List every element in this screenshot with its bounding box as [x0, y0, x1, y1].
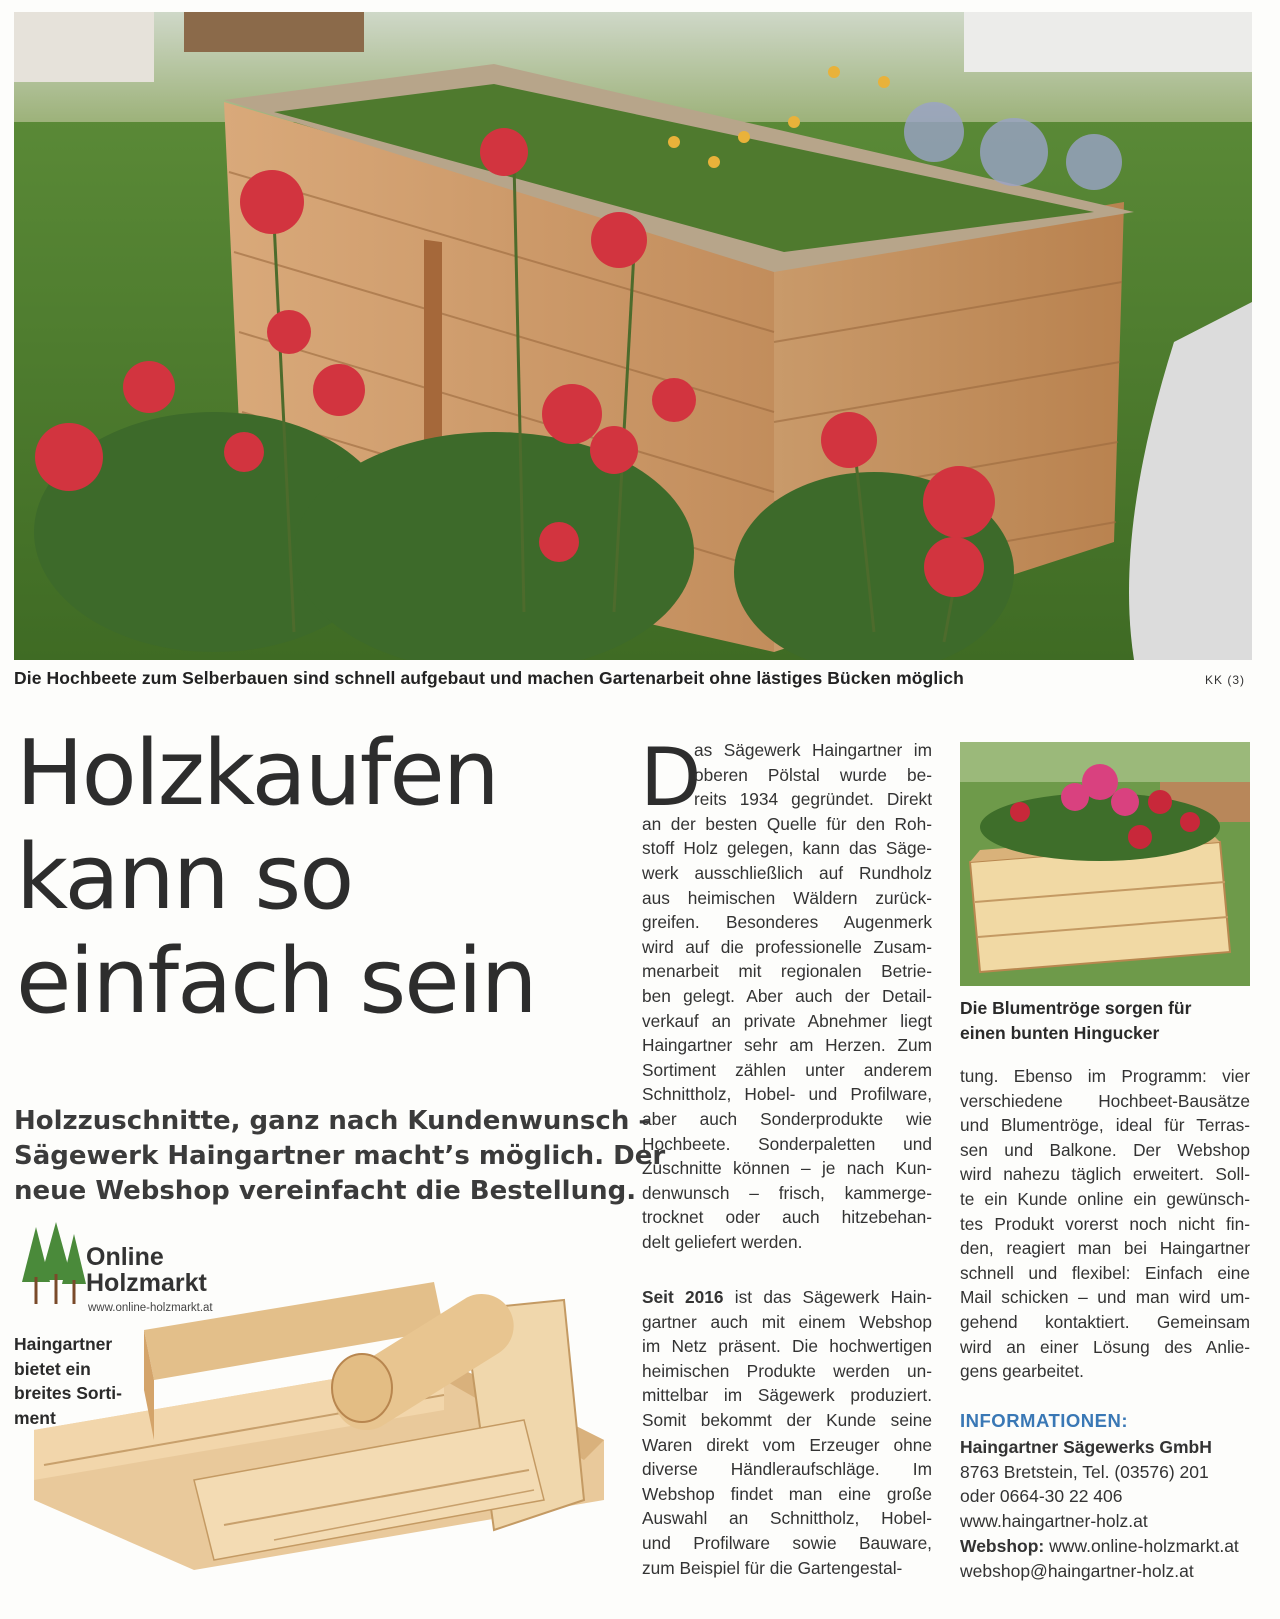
body-line: sen und Balkone. Der Webshop: [960, 1139, 1250, 1160]
body-line: menarbeit mit regionalen Betrie-: [642, 961, 932, 982]
caption-line: einen bunten Hingucker: [960, 1023, 1160, 1043]
lead-line: neue Webshop vereinfacht die Bestellung.: [14, 1176, 637, 1206]
body-line: zum Beispiel für die Gartengestal-: [642, 1557, 903, 1578]
caption-line: Die Blumentröge sorgen für: [960, 998, 1192, 1018]
body-line: gens gearbeitet.: [960, 1361, 1084, 1382]
hero-caption: Die Hochbeete zum Selberbauen sind schnell aufgebaut und machen Gartenarbeit ohne lästiges Bücken möglich: [14, 668, 964, 688]
body-line: Somit bekommt der Kunde seine: [642, 1409, 932, 1430]
body-line: stoff Holz gelegen, kann das Säge-: [642, 838, 932, 859]
body-lead-in: Seit 2016: [642, 1287, 724, 1307]
body-line: reits 1934 gegründet. Direkt: [694, 789, 932, 810]
drop-cap: D: [640, 731, 702, 824]
body-line: wird auf die professionelle Zusam-: [642, 936, 932, 957]
body-line: tes Produkt vorerst noch nicht fin-: [960, 1213, 1250, 1234]
webshop-label: Webshop:: [960, 1535, 1045, 1556]
wood-photo-caption: [14, 1332, 139, 1430]
logo-text: Online: [86, 1243, 164, 1271]
body-line: heimischen Produkte werden un-: [642, 1360, 932, 1381]
body-line: Zuschnitte können – je nach Kun-: [642, 1158, 932, 1179]
body-line: Schnittholz, Hobel- und Profilware,: [642, 1084, 932, 1105]
body-line: Sortiment zählen unter anderem: [642, 1059, 932, 1080]
lead-line: Holzzuschnitte, ganz nach Kundenwunsch –: [14, 1106, 652, 1136]
headline-line: einfach sein: [16, 929, 536, 1034]
body-column-1: [640, 731, 932, 1254]
trees-icon: [18, 1222, 88, 1312]
caption-line: bietet ein: [14, 1358, 91, 1379]
body-line: Waren direkt vom Erzeuger ohne: [642, 1434, 932, 1455]
body-line: wird nahezu täglich erweitert. Soll-: [960, 1164, 1250, 1185]
body-line: an der besten Quelle für den Roh-: [642, 813, 932, 834]
body-line: werk ausschließlich auf Rundholz: [642, 862, 932, 883]
info-title: INFORMATIONEN:: [960, 1410, 1128, 1431]
email-link[interactable]: webshop@haingartner-holz.at: [960, 1560, 1194, 1581]
lead-line: Sägewerk Haingartner macht’s möglich. Der: [14, 1141, 666, 1171]
body-line: ben gelegt. Aber auch der Detail-: [642, 985, 932, 1006]
logo-url: www.online-holzmarkt.at: [88, 1302, 213, 1314]
logo-text: Holzmarkt: [86, 1269, 207, 1297]
body-line: gehend kontaktiert. Gemeinsam: [960, 1311, 1250, 1332]
body-line: und Profilware sowie Bauware,: [642, 1532, 932, 1553]
body-line: Hochbeete. Sonderpaletten und: [642, 1133, 932, 1154]
body-line-text: ist das Sägewerk Hain-: [723, 1287, 932, 1307]
body-line: diverse Händleraufschläge. Im: [642, 1459, 932, 1480]
body-line: gartner auch mit einem Webshop: [642, 1311, 932, 1332]
hero-photo-raised-bed: [14, 12, 1252, 660]
flower-trough-caption: [960, 996, 1250, 1046]
company-name: Haingartner Sägewerks GmbH: [960, 1437, 1212, 1457]
body-line: wird an einer Lösung des Anlie-: [960, 1336, 1250, 1357]
body-line: [642, 1285, 932, 1310]
body-line: trocknet oder auch hitzebehan-: [642, 1207, 932, 1228]
body-line: Mail schicken – und man wird um-: [960, 1287, 1250, 1308]
body-line: mittelbar im Sägewerk produziert.: [642, 1385, 932, 1406]
body-line: Auswahl an Schnittholz, Hobel-: [642, 1508, 932, 1529]
body-column-1-second-paragraph: [642, 1285, 932, 1580]
caption-line: breites Sorti-: [14, 1383, 122, 1403]
body-line: den, reagiert man bei Haingartner: [960, 1238, 1250, 1259]
caption-line: ment: [14, 1407, 56, 1428]
lead-paragraph: [14, 1104, 666, 1209]
address: 8763 Bretstein, Tel. (03576) 201: [960, 1461, 1209, 1482]
headline: [16, 722, 626, 1034]
body-line: und Blumentröge, ideal für Terras-: [960, 1115, 1250, 1136]
body-line: aus heimischen Wäldern zurück-: [642, 887, 932, 908]
body-line: schnell und flexibel: Einfach eine: [960, 1262, 1250, 1283]
body-line: Webshop findet man eine große: [642, 1483, 932, 1504]
body-line: denwunsch – frisch, kammerge-: [642, 1182, 932, 1203]
body-line: verkauf an private Abnehmer liegt: [642, 1010, 932, 1031]
headline-line: Holzkaufen: [16, 721, 498, 826]
flower-trough-photo: [960, 742, 1250, 986]
headline-line: kann so: [16, 825, 353, 930]
body-column-2: [960, 1064, 1250, 1384]
body-line: aber auch Sonderprodukte wie: [642, 1108, 932, 1129]
webshop-link[interactable]: www.online-holzmarkt.at: [1044, 1535, 1239, 1556]
body-line: im Netz präsent. Die hochwertigen: [642, 1336, 932, 1357]
body-line: greifen. Besonderes Augenmerk: [642, 912, 932, 933]
phone: oder 0664-30 22 406: [960, 1486, 1123, 1507]
body-line: oberen Pölstal wurde be-: [694, 764, 932, 785]
photo-credit: KK (3): [1205, 673, 1246, 687]
body-line: as Sägewerk Haingartner im: [694, 740, 932, 760]
body-line: delt geliefert werden.: [642, 1231, 803, 1252]
website-link[interactable]: www.haingartner-holz.at: [960, 1511, 1148, 1532]
contact-info: [960, 1435, 1260, 1583]
body-line: verschiedene Hochbeet-Bausätze: [960, 1090, 1250, 1111]
body-line: te ein Kunde online ein gewünsch-: [960, 1188, 1250, 1209]
webshop-line: [960, 1534, 1260, 1559]
caption-line: Haingartner: [14, 1334, 113, 1354]
body-line: tung. Ebenso im Programm: vier: [960, 1066, 1250, 1086]
body-line: Haingartner sehr am Herzen. Zum: [642, 1035, 932, 1056]
